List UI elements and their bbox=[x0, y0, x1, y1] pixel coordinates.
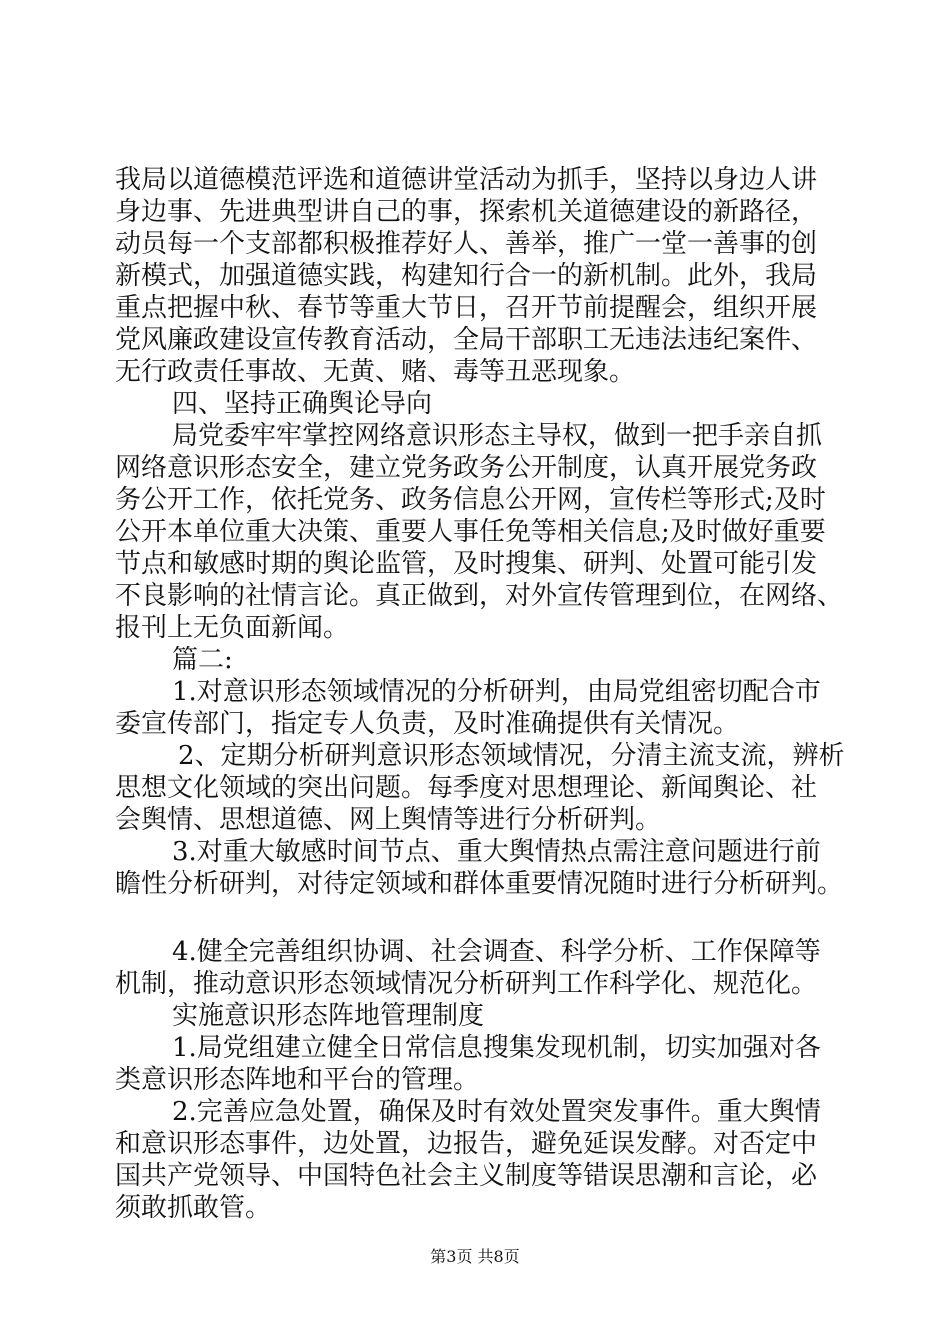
text-line: 须敢抓敢管。 bbox=[115, 1193, 272, 1223]
text-line: 务公开工作，依托党务、政务信息公开网，宣传栏等形式;及时 bbox=[115, 485, 826, 515]
text-line: 瞻性分析研判，对待定领域和群体重要情况随时进行分析研判。 bbox=[115, 869, 844, 899]
text-line: 和意识形态事件，边处置，边报告，避免延误发酵。对否定中 bbox=[115, 1129, 818, 1159]
text-line: 重点把握中秋、春节等重大节日，召开节前提醒会，组织开展 bbox=[115, 293, 818, 323]
text-line: 会舆情、思想道德、网上舆情等进行分析研判。 bbox=[115, 805, 662, 835]
text-line: 节点和敏感时期的舆论监管，及时搜集、研判、处置可能引发 bbox=[115, 549, 818, 579]
text-line: 国共产党领导、中国特色社会主义制度等错误思潮和言论，必 bbox=[115, 1161, 818, 1191]
text-line: 公开本单位重大决策、重要人事任免等相关信息;及时做好重要 bbox=[115, 517, 826, 547]
section-heading: 四、坚持正确舆论导向 bbox=[172, 389, 433, 419]
text-line: 报刊上无负面新闻。 bbox=[115, 613, 350, 643]
text-line: 1.局党组建立健全日常信息搜集发现机制，切实加强对各 bbox=[172, 1033, 821, 1063]
text-line: 网络意识形态安全，建立党务政务公开制度，认真开展党务政 bbox=[115, 453, 818, 483]
text-line: 身边事、先进典型讲自己的事，探索机关道德建设的新路径， bbox=[115, 197, 818, 227]
text-line: 无行政责任事故、无黄、赌、毒等丑恶现象。 bbox=[115, 357, 636, 387]
text-line: 不良影响的社情言论。真正做到，对外宣传管理到位，在网络、 bbox=[115, 581, 844, 611]
section-heading: 实施意识形态阵地管理制度 bbox=[172, 1001, 485, 1031]
text-line: 3.对重大敏感时间节点、重大舆情热点需注意问题进行前 bbox=[172, 837, 821, 867]
text-line: 党风廉政建设宣传教育活动，全局干部职工无违法违纪案件、 bbox=[115, 325, 818, 355]
section-heading: 篇二: bbox=[172, 645, 233, 675]
text-line: 我局以道德模范评选和道德讲堂活动为抓手，坚持以身边人讲 bbox=[115, 165, 818, 195]
document-body bbox=[115, 164, 850, 1224]
text-line: 动员每一个支部都积极推荐好人、善举，推广一堂一善事的创 bbox=[115, 229, 818, 259]
paragraph-gap bbox=[115, 900, 850, 936]
text-line: 委宣传部门，指定专人负责，及时准确提供有关情况。 bbox=[115, 709, 740, 739]
text-line: 类意识形态阵地和平台的管理。 bbox=[115, 1065, 480, 1095]
text-line: 思想文化领域的突出问题。每季度对思想理论、新闻舆论、社 bbox=[115, 773, 818, 803]
text-line: 1.对意识形态领域情况的分析研判，由局党组密切配合市 bbox=[172, 677, 821, 707]
text-line: 机制，推动意识形态领域情况分析研判工作科学化、规范化。 bbox=[115, 969, 818, 999]
page-number-footer: 第3页 共8页 bbox=[430, 1247, 520, 1266]
text-line: 4.健全完善组织协调、社会调查、科学分析、工作保障等 bbox=[172, 937, 821, 967]
text-line: 2、定期分析研判意识形态领域情况，分清主流支流，辨析 bbox=[178, 741, 845, 771]
text-line: 局党委牢牢掌控网络意识形态主导权，做到一把手亲自抓 bbox=[172, 421, 823, 451]
text-line: 2.完善应急处置，确保及时有效处置突发事件。重大舆情 bbox=[172, 1097, 821, 1127]
text-line: 新模式，加强道德实践，构建知行合一的新机制。此外，我局 bbox=[115, 261, 818, 291]
